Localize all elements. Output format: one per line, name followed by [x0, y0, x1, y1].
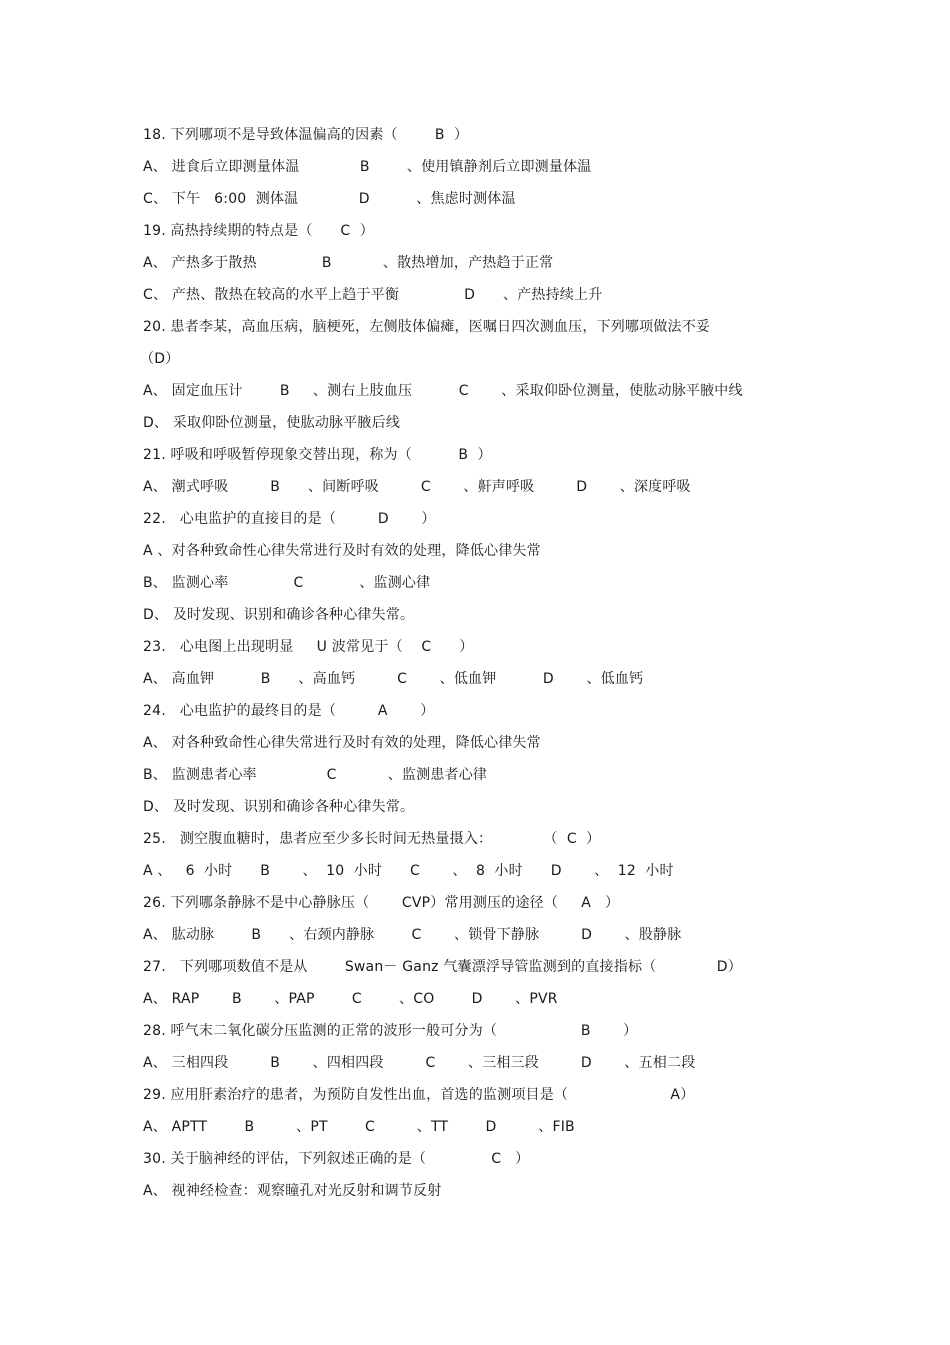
question-19-options-ab: A、 产热多于散热 B 、散热增加，产热趋于正常 — [143, 255, 554, 271]
question-18: 18. 下列哪项不是导致体温偏高的因素（ B ） — [143, 127, 469, 143]
question-27: 27. 下列哪项数值不是从 Swan－ Ganz 气囊漂浮导管监测到的直接指标（ D） — [143, 959, 742, 975]
question-24-options-bc: B、 监测患者心率 C 、监测患者心律 — [143, 767, 488, 783]
question-20: 20. 患者李某，高血压病，脑梗死，左侧肢体偏瘫，医嘱日四次测血压，下列哪项做法不妥 — [143, 319, 711, 335]
question-24: 24. 心电监护的最终目的是（ A ） — [143, 703, 435, 719]
question-30-option-a: A、 视神经检查：观察瞳孔对光反射和调节反射 — [143, 1183, 442, 1199]
question-22-option-a: A 、对各种致命性心律失常进行及时有效的处理，降低心律失常 — [143, 543, 541, 559]
question-29: 29. 应用肝素治疗的患者，为预防自发性出血，首选的监测项目是（ A） — [143, 1087, 695, 1103]
question-28-options: A、 三相四段 B 、四相四段 C 、三相三段 D 、五相二段 — [143, 1055, 696, 1071]
question-23: 23. 心电图上出现明显 U 波常见于（ C ） — [143, 639, 474, 655]
question-25: 25. 测空腹血糖时，患者应至少多长时间无热量摄入： （ C ） — [143, 831, 601, 847]
question-21-options: A、 潮式呼吸 B 、间断呼吸 C 、鼾声呼吸 D 、深度呼吸 — [143, 479, 691, 495]
question-24-option-a: A、 对各种致命性心律失常进行及时有效的处理，降低心律失常 — [143, 735, 541, 751]
question-28: 28. 呼气末二氧化碳分压监测的正常的波形一般可分为（ B ） — [143, 1023, 638, 1039]
question-22: 22. 心电监护的直接目的是（ D ） — [143, 511, 436, 527]
question-19-options-cd: C、 产热、散热在较高的水平上趋于平衡 D 、产热持续上升 — [143, 287, 603, 303]
question-26-options: A、 肱动脉 B 、右颈内静脉 C 、锁骨下静脉 D 、股静脉 — [143, 927, 682, 943]
question-19: 19. 高热持续期的特点是（ C ） — [143, 223, 374, 239]
question-18-options-cd: C、 下午 6:00 测体温 D 、焦虑时测体温 — [143, 191, 516, 207]
question-20-options-abc: A、 固定血压计 B 、测右上肢血压 C 、采取仰卧位测量，使肱动脉平腋中线 — [143, 383, 743, 399]
question-21: 21. 呼吸和呼吸暂停现象交替出现，称为（ B ） — [143, 447, 492, 463]
question-26: 26. 下列哪条静脉不是中心静脉压（ CVP）常用测压的途径（ A ） — [143, 895, 620, 911]
question-23-options: A、 高血钾 B 、高血钙 C 、低血钾 D 、低血钙 — [143, 671, 644, 687]
question-22-option-d: D、 及时发现、识别和确诊各种心律失常。 — [143, 607, 415, 623]
question-20-option-d: D、 采取仰卧位测量，使肱动脉平腋后线 — [143, 415, 401, 431]
question-20-answer: （D） — [140, 351, 180, 367]
question-29-options: A、 APTT B 、PT C 、TT D 、FIB — [143, 1119, 575, 1135]
question-22-options-bc: B、 监测心率 C 、监测心律 — [143, 575, 431, 591]
question-27-options: A、 RAP B 、PAP C 、CO D 、PVR — [143, 991, 558, 1007]
question-18-options-ab: A、 进食后立即测量体温 B 、使用镇静剂后立即测量体温 — [143, 159, 592, 175]
question-30: 30. 关于脑神经的评估，下列叙述正确的是（ C ） — [143, 1151, 530, 1167]
question-25-options: A 、 6 小时 B 、 10 小时 C 、 8 小时 D 、 12 小时 — [143, 863, 674, 879]
question-24-option-d: D、 及时发现、识别和确诊各种心律失常。 — [143, 799, 415, 815]
